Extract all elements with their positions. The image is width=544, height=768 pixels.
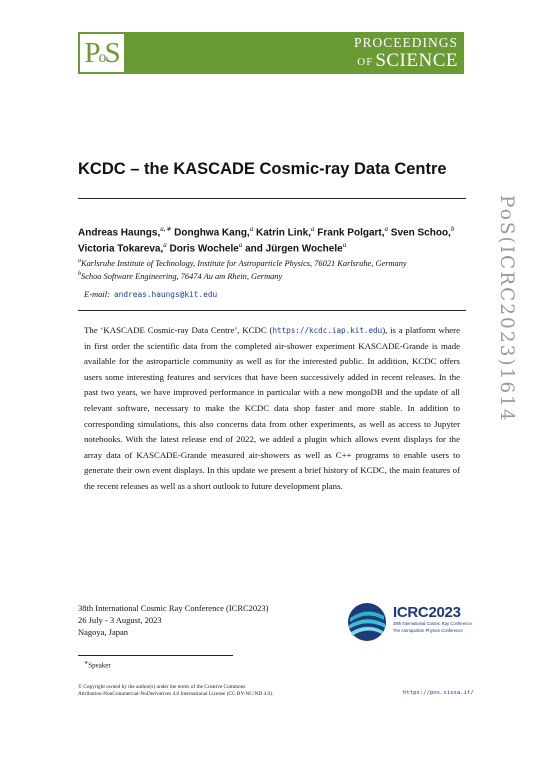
conference-dates: 26 July - 3 August, 2023 [78, 615, 162, 625]
author-name: Sven Schoo, [388, 227, 451, 239]
proceedings-of-science-logo [78, 32, 464, 74]
author-affiliation-mark: a,∗ [160, 225, 172, 233]
title-rule-top [78, 198, 466, 199]
logo-proceedings-text: PROCEEDINGS [353, 35, 458, 50]
email-label: E-mail: [84, 289, 110, 299]
author-name: Doris Wochele [166, 243, 239, 255]
copyright-line-2: Attribution-NonCommercial-NoDerivatives 4.0 International License (CC BY-NC-ND 4.0). [78, 691, 274, 697]
author-affiliation-mark: a [163, 241, 167, 249]
author-name: Frank Polgart, [314, 227, 385, 239]
footnote-rule [78, 655, 233, 656]
author-name: Donghwa Kang, [171, 227, 250, 239]
conference-name: 38th International Cosmic Ray Conference (ICRC2023) [78, 603, 269, 613]
pos-url-link[interactable]: https://pos.sissa.it/ [403, 690, 474, 696]
author-affiliation-mark: b [450, 225, 455, 233]
affiliation-b: $^b$Schoo Software Engineering, 76474 Au am Rhein, Germany [78, 271, 283, 281]
author-name: Victoria Tokareva, [78, 243, 164, 255]
pos-logo-mark: P o S [78, 32, 126, 74]
authors-line-2 [78, 241, 346, 254]
authors-line-1 [78, 225, 454, 238]
author-name: Andreas Haungs, [78, 227, 161, 239]
pos-identifier-watermark: PoS(ICRC2023)1614 [496, 195, 517, 423]
logo-of-science-text: OF SCIENCE [357, 50, 458, 71]
footnote-speaker: ∗Speaker [84, 661, 111, 670]
conference-location: Nagoya, Japan [78, 627, 129, 637]
email-link[interactable]: andreas.haungs@kit.edu [113, 290, 218, 299]
author-affiliation-mark: a [249, 225, 254, 233]
copyright-line-1: © Copyright owned by the author(s) under the terms of the Creative Commons [78, 684, 246, 690]
affiliation-a: $^a$Karlsruhe Institute of Technology, Institute for Astroparticle Physics, 76021 Karlsruhe, Germany [78, 258, 407, 268]
author-name: and Jürgen Wochele [242, 243, 343, 255]
author-name: Katrin Link, [253, 227, 312, 239]
kcdc-url-link[interactable]: https://kcdc.iap.kit.edu [272, 326, 383, 335]
title-rule-bottom [78, 310, 466, 311]
contact-email [84, 289, 217, 299]
abstract: The ‘KASCADE Cosmic-ray Data Centre’, KCDC (https://kcdc.iap.kit.edu), is a platform where in first order the scientific data from the completed air-shower experiment KASCADE-Grande is made available for the astroparticle community as well as for the interested public. In addition, KCDC offers users some interesting features and services that have been successively added in recent releases. In the past two years, we have improved performance in particular with a new mongoDB and the update of all relevant software, necessary to make the KCDC data shop faster and more stable. In addition to corresponding simulations, this also concerns data from other experiments, as well as access to Jupyter notebooks. With the latest release end of 2022, we added a plugin which allows event displays for the array data of KASCADE-Grande measured air-showers as well as C++ programs to enable users to generate their own event displays. In this update we present a brief history of KCDC, the main features of the recent releases as well as a short outlook to future development plans. [84, 325, 460, 491]
icrc-globe-icon [348, 603, 386, 641]
paper-title: KCDC – the KASCADE Cosmic-ray Data Centre [78, 160, 447, 178]
author-affiliation-mark: a [238, 241, 243, 249]
icrc-logo-tagline: The Astroparticle Physics Conference [393, 628, 463, 633]
author-affiliation-mark: a [384, 225, 389, 233]
icrc-logo-name: ICRC2023 [393, 604, 461, 621]
author-affiliation-mark: a [311, 225, 315, 233]
icrc-logo-subtitle: 38th International Cosmic Ray Conference [393, 621, 472, 626]
author-affiliation-mark: a [342, 241, 347, 249]
